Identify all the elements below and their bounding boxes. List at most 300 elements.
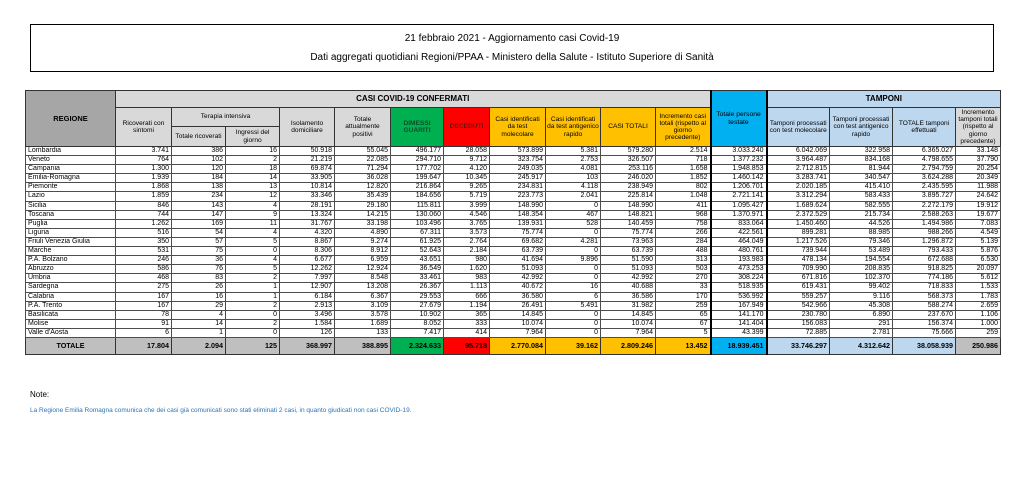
cell-ricoverati-con-sintomi: 78 — [116, 310, 172, 319]
cell-deceduti: 5.719 — [444, 192, 490, 201]
cell-isolamento-domiciliare: 12.907 — [280, 283, 335, 292]
cell-terapia-intensiva-ingressi: 14 — [226, 174, 280, 183]
cell-deceduti: 980 — [444, 256, 490, 265]
table-row — [26, 237, 1001, 246]
cell-totale-tamponi: 2.794.759 — [893, 165, 956, 174]
totale-cell-tamponi-test-molecolare: 33.746.297 — [767, 337, 830, 354]
cell-totale-attualmente-positivi: 33.198 — [335, 219, 391, 228]
cell-tamponi-test-molecolare: 3.283.741 — [767, 174, 830, 183]
cell-totale-tamponi: 988.266 — [893, 228, 956, 237]
cell-tamponi-test-antigenico: 322.958 — [830, 147, 893, 156]
cell-totale-tamponi: 793.433 — [893, 247, 956, 256]
cell-incremento-tamponi: 1.533 — [956, 283, 1001, 292]
table-row — [26, 283, 1001, 292]
column-header-incremento-casi: Incremento casi totali (rispetto al giorno precedente) — [656, 108, 711, 147]
cell-isolamento-domiciliare: 13.324 — [280, 210, 335, 219]
cell-incremento-casi-totali: 411 — [656, 201, 711, 210]
cell-tamponi-test-antigenico: 99.402 — [830, 283, 893, 292]
column-header-casi-molecolare: Casi identificati da test molecolare — [490, 108, 546, 147]
cell-totale-persone-testate: 2.721.141 — [711, 192, 767, 201]
cell-tamponi-test-molecolare: 156.083 — [767, 319, 830, 328]
cell-terapia-intensiva-totale: 386 — [172, 147, 226, 156]
cell-tamponi-test-antigenico: 45.308 — [830, 301, 893, 310]
cell-casi-test-antigenico: 0 — [546, 274, 601, 283]
cell-incremento-tamponi: 6.530 — [956, 256, 1001, 265]
cell-terapia-intensiva-totale: 102 — [172, 156, 226, 165]
cell-totale-tamponi: 718.833 — [893, 283, 956, 292]
cell-tamponi-test-molecolare: 2.020.185 — [767, 183, 830, 192]
cell-terapia-intensiva-ingressi: 2 — [226, 274, 280, 283]
cell-incremento-casi-totali: 270 — [656, 274, 711, 283]
cell-deceduti: 983 — [444, 274, 490, 283]
cell-ricoverati-con-sintomi: 167 — [116, 301, 172, 310]
cell-incremento-casi-totali: 488 — [656, 247, 711, 256]
cell-casi-totali: 579.280 — [601, 147, 656, 156]
cell-totale-tamponi: 672.688 — [893, 256, 956, 265]
cell-casi-test-molecolare: 234.831 — [490, 183, 546, 192]
cell-tamponi-test-antigenico: 9.116 — [830, 292, 893, 301]
cell-casi-test-antigenico: 103 — [546, 174, 601, 183]
cell-incremento-tamponi: 20.349 — [956, 174, 1001, 183]
cell-casi-totali: 51.093 — [601, 265, 656, 274]
totale-cell-totale-tamponi: 38.058.939 — [893, 337, 956, 354]
cell-totale-attualmente-positivi: 55.045 — [335, 147, 391, 156]
cell-isolamento-domiciliare: 21.219 — [280, 156, 335, 165]
table-row — [26, 183, 1001, 192]
cell-ricoverati-con-sintomi: 468 — [116, 274, 172, 283]
cell-deceduti: 9.712 — [444, 156, 490, 165]
region-name-cell: P.A. Trento — [26, 301, 116, 310]
region-name-cell: Calabria — [26, 292, 116, 301]
cell-tamponi-test-antigenico: 291 — [830, 319, 893, 328]
cell-dimessi-guariti: 29.553 — [391, 292, 444, 301]
report-title-line1: 21 febbraio 2021 - Aggiornamento casi Covid-19 — [404, 33, 620, 44]
cell-ricoverati-con-sintomi: 516 — [116, 228, 172, 237]
covid-data-table — [25, 90, 1001, 355]
cell-totale-persone-testate: 480.761 — [711, 247, 767, 256]
region-name-cell: Sardegna — [26, 283, 116, 292]
cell-ricoverati-con-sintomi: 1.300 — [116, 165, 172, 174]
cell-casi-totali: 75.774 — [601, 228, 656, 237]
cell-tamponi-test-antigenico: 215.734 — [830, 210, 893, 219]
table-row — [26, 247, 1001, 256]
cell-deceduti: 414 — [444, 328, 490, 337]
cell-incremento-casi-totali: 65 — [656, 310, 711, 319]
note-label: Note: — [30, 390, 50, 399]
cell-totale-attualmente-positivi: 133 — [335, 328, 391, 337]
column-header-isolamento: Isolamento domiciliare — [280, 108, 335, 147]
cell-dimessi-guariti: 33.461 — [391, 274, 444, 283]
cell-isolamento-domiciliare: 12.262 — [280, 265, 335, 274]
cell-dimessi-guariti: 67.311 — [391, 228, 444, 237]
table-row — [26, 192, 1001, 201]
cell-terapia-intensiva-totale: 75 — [172, 247, 226, 256]
cell-ricoverati-con-sintomi: 167 — [116, 292, 172, 301]
cell-casi-test-antigenico: 0 — [546, 247, 601, 256]
cell-casi-totali: 63.739 — [601, 247, 656, 256]
cell-isolamento-domiciliare: 33.905 — [280, 174, 335, 183]
cell-totale-tamponi: 2.588.263 — [893, 210, 956, 219]
cell-casi-totali: 148.990 — [601, 201, 656, 210]
table-row — [26, 174, 1001, 183]
cell-totale-tamponi: 774.186 — [893, 274, 956, 283]
cell-ricoverati-con-sintomi: 3.741 — [116, 147, 172, 156]
cell-totale-persone-testate: 43.399 — [711, 328, 767, 337]
cell-totale-tamponi: 237.670 — [893, 310, 956, 319]
cell-terapia-intensiva-ingressi: 9 — [226, 210, 280, 219]
cell-deceduti: 28.058 — [444, 147, 490, 156]
cell-deceduti: 3.999 — [444, 201, 490, 210]
column-header-ti-ingressi: Ingressi del giorno — [226, 127, 280, 147]
table-row — [26, 301, 1001, 310]
table-row — [26, 210, 1001, 219]
cell-casi-test-antigenico: 0 — [546, 201, 601, 210]
cell-incremento-tamponi: 20.097 — [956, 265, 1001, 274]
totale-cell-incremento-tamponi: 250.986 — [956, 337, 1001, 354]
region-name-cell: Molise — [26, 319, 116, 328]
cell-incremento-tamponi: 1.000 — [956, 319, 1001, 328]
cell-dimessi-guariti: 115.811 — [391, 201, 444, 210]
cell-tamponi-test-antigenico: 340.547 — [830, 174, 893, 183]
cell-isolamento-domiciliare: 8.867 — [280, 237, 335, 246]
cell-incremento-tamponi: 7.083 — [956, 219, 1001, 228]
cell-incremento-tamponi: 5.139 — [956, 237, 1001, 246]
cell-tamponi-test-molecolare: 3.312.294 — [767, 192, 830, 201]
column-header-ti-totale: Totale ricoverati — [172, 127, 226, 147]
cell-casi-totali: 42.992 — [601, 274, 656, 283]
cell-totale-tamponi: 75.666 — [893, 328, 956, 337]
cell-casi-totali: 31.982 — [601, 301, 656, 310]
cell-incremento-tamponi: 24.642 — [956, 192, 1001, 201]
table-row — [26, 228, 1001, 237]
cell-totale-attualmente-positivi: 29.180 — [335, 201, 391, 210]
cell-totale-persone-testate: 141.404 — [711, 319, 767, 328]
cell-isolamento-domiciliare: 3.496 — [280, 310, 335, 319]
cell-totale-tamponi: 588.274 — [893, 301, 956, 310]
cell-terapia-intensiva-totale: 57 — [172, 237, 226, 246]
cell-isolamento-domiciliare: 6.677 — [280, 256, 335, 265]
cell-deceduti: 4.546 — [444, 210, 490, 219]
region-name-cell: Campania — [26, 165, 116, 174]
cell-terapia-intensiva-totale: 169 — [172, 219, 226, 228]
cell-tamponi-test-molecolare: 1.450.460 — [767, 219, 830, 228]
cell-casi-test-molecolare: 10.074 — [490, 319, 546, 328]
cell-casi-test-antigenico: 0 — [546, 228, 601, 237]
cell-isolamento-domiciliare: 1.584 — [280, 319, 335, 328]
cell-deceduti: 1.113 — [444, 283, 490, 292]
cell-totale-persone-testate: 833.064 — [711, 219, 767, 228]
cell-ricoverati-con-sintomi: 764 — [116, 156, 172, 165]
cell-casi-test-molecolare: 7.964 — [490, 328, 546, 337]
cell-dimessi-guariti: 36.549 — [391, 265, 444, 274]
cell-terapia-intensiva-totale: 26 — [172, 283, 226, 292]
cell-tamponi-test-molecolare: 72.885 — [767, 328, 830, 337]
cell-terapia-intensiva-totale: 14 — [172, 319, 226, 328]
cell-totale-persone-testate: 141.170 — [711, 310, 767, 319]
totale-row — [26, 337, 1001, 354]
cell-deceduti: 9.265 — [444, 183, 490, 192]
cell-totale-tamponi: 2.272.179 — [893, 201, 956, 210]
cell-incremento-casi-totali: 266 — [656, 228, 711, 237]
cell-totale-attualmente-positivi: 1.689 — [335, 319, 391, 328]
cell-totale-tamponi: 1.494.986 — [893, 219, 956, 228]
cell-incremento-tamponi: 1.106 — [956, 310, 1001, 319]
cell-casi-totali: 238.949 — [601, 183, 656, 192]
region-name-cell: Marche — [26, 247, 116, 256]
cell-terapia-intensiva-ingressi: 4 — [226, 201, 280, 210]
cell-tamponi-test-antigenico: 44.526 — [830, 219, 893, 228]
cell-deceduti: 1.620 — [444, 265, 490, 274]
cell-incremento-casi-totali: 1.048 — [656, 192, 711, 201]
cell-incremento-tamponi: 4.549 — [956, 228, 1001, 237]
cell-terapia-intensiva-totale: 76 — [172, 265, 226, 274]
cell-tamponi-test-antigenico: 6.890 — [830, 310, 893, 319]
cell-totale-attualmente-positivi: 36.028 — [335, 174, 391, 183]
cell-casi-totali: 36.586 — [601, 292, 656, 301]
table-row — [26, 265, 1001, 274]
cell-casi-totali: 246.020 — [601, 174, 656, 183]
cell-dimessi-guariti: 26.367 — [391, 283, 444, 292]
cell-isolamento-domiciliare: 69.874 — [280, 165, 335, 174]
cell-totale-persone-testate: 1.370.971 — [711, 210, 767, 219]
cell-totale-persone-testate: 1.460.142 — [711, 174, 767, 183]
region-name-cell: Friuli Venezia Giulia — [26, 237, 116, 246]
cell-totale-attualmente-positivi: 35.439 — [335, 192, 391, 201]
column-header-regione: REGIONE — [26, 91, 116, 147]
cell-deceduti: 4.120 — [444, 165, 490, 174]
cell-terapia-intensiva-totale: 29 — [172, 301, 226, 310]
region-name-cell: Toscana — [26, 210, 116, 219]
totale-cell-casi-test-molecolare: 2.770.084 — [490, 337, 546, 354]
cell-totale-tamponi: 918.825 — [893, 265, 956, 274]
column-header-terapia-intensiva: Terapia intensiva — [172, 108, 280, 127]
cell-casi-test-molecolare: 41.694 — [490, 256, 546, 265]
cell-totale-attualmente-positivi: 12.924 — [335, 265, 391, 274]
cell-dimessi-guariti: 7.417 — [391, 328, 444, 337]
cell-casi-test-antigenico: 4.281 — [546, 237, 601, 246]
table-row — [26, 201, 1001, 210]
cell-terapia-intensiva-totale: 184 — [172, 174, 226, 183]
cell-totale-attualmente-positivi: 6.959 — [335, 256, 391, 265]
cell-tamponi-test-antigenico: 79.346 — [830, 237, 893, 246]
cell-terapia-intensiva-ingressi: 12 — [226, 192, 280, 201]
cell-dimessi-guariti: 184.656 — [391, 192, 444, 201]
cell-tamponi-test-molecolare: 2.712.815 — [767, 165, 830, 174]
cell-incremento-tamponi: 37.790 — [956, 156, 1001, 165]
cell-casi-totali: 40.688 — [601, 283, 656, 292]
cell-isolamento-domiciliare: 33.346 — [280, 192, 335, 201]
cell-totale-persone-testate: 536.992 — [711, 292, 767, 301]
cell-tamponi-test-molecolare: 709.990 — [767, 265, 830, 274]
cell-casi-test-antigenico: 9.896 — [546, 256, 601, 265]
cell-deceduti: 3.765 — [444, 219, 490, 228]
column-header-tamponi-molecolare: Tamponi processati con test molecolare — [767, 108, 830, 147]
cell-casi-test-molecolare: 75.774 — [490, 228, 546, 237]
cell-casi-test-molecolare: 26.491 — [490, 301, 546, 310]
cell-tamponi-test-molecolare: 671.816 — [767, 274, 830, 283]
cell-casi-test-antigenico: 467 — [546, 210, 601, 219]
cell-tamponi-test-antigenico: 53.489 — [830, 247, 893, 256]
cell-totale-attualmente-positivi: 3.109 — [335, 301, 391, 310]
cell-tamponi-test-molecolare: 1.689.624 — [767, 201, 830, 210]
cell-tamponi-test-molecolare: 2.372.529 — [767, 210, 830, 219]
region-name-cell: Lazio — [26, 192, 116, 201]
cell-casi-test-molecolare: 139.931 — [490, 219, 546, 228]
totale-cell-tamponi-test-antigenico: 4.312.642 — [830, 337, 893, 354]
column-header-incremento-tamponi: Incremento tamponi totali (rispetto al giorno precedente) — [956, 108, 1001, 147]
cell-dimessi-guariti: 216.864 — [391, 183, 444, 192]
cell-incremento-casi-totali: 313 — [656, 256, 711, 265]
totale-cell-casi-test-antigenico: 39.162 — [546, 337, 601, 354]
cell-terapia-intensiva-ingressi: 0 — [226, 247, 280, 256]
cell-terapia-intensiva-totale: 120 — [172, 165, 226, 174]
cell-terapia-intensiva-ingressi: 0 — [226, 328, 280, 337]
column-header-positivi: Totale attualmente positivi — [335, 108, 391, 147]
cell-isolamento-domiciliare: 6.184 — [280, 292, 335, 301]
cell-dimessi-guariti: 294.710 — [391, 156, 444, 165]
cell-terapia-intensiva-ingressi: 2 — [226, 156, 280, 165]
region-name-cell: Liguria — [26, 228, 116, 237]
cell-casi-test-antigenico: 4.081 — [546, 165, 601, 174]
totale-cell-ricoverati-con-sintomi: 17.804 — [116, 337, 172, 354]
cell-deceduti: 666 — [444, 292, 490, 301]
cell-tamponi-test-molecolare: 478.134 — [767, 256, 830, 265]
cell-casi-totali: 253.116 — [601, 165, 656, 174]
table-row — [26, 274, 1001, 283]
cell-totale-tamponi: 568.373 — [893, 292, 956, 301]
region-name-cell: P.A. Bolzano — [26, 256, 116, 265]
cell-totale-persone-testate: 3.033.240 — [711, 147, 767, 156]
cell-terapia-intensiva-ingressi: 1 — [226, 292, 280, 301]
cell-ricoverati-con-sintomi: 1.859 — [116, 192, 172, 201]
cell-tamponi-test-molecolare: 559.257 — [767, 292, 830, 301]
cell-casi-test-molecolare: 14.845 — [490, 310, 546, 319]
cell-ricoverati-con-sintomi: 350 — [116, 237, 172, 246]
cell-incremento-tamponi: 5.612 — [956, 274, 1001, 283]
cell-isolamento-domiciliare: 10.814 — [280, 183, 335, 192]
cell-terapia-intensiva-totale: 1 — [172, 328, 226, 337]
cell-incremento-casi-totali: 284 — [656, 237, 711, 246]
cell-tamponi-test-molecolare: 6.042.069 — [767, 147, 830, 156]
cell-casi-test-antigenico: 0 — [546, 310, 601, 319]
cell-incremento-tamponi: 19.677 — [956, 210, 1001, 219]
cell-totale-tamponi: 156.374 — [893, 319, 956, 328]
cell-casi-test-antigenico: 528 — [546, 219, 601, 228]
table-row — [26, 219, 1001, 228]
cell-casi-test-molecolare: 36.580 — [490, 292, 546, 301]
cell-totale-attualmente-positivi: 14.215 — [335, 210, 391, 219]
cell-terapia-intensiva-totale: 147 — [172, 210, 226, 219]
cell-casi-totali: 326.507 — [601, 156, 656, 165]
cell-deceduti: 10.345 — [444, 174, 490, 183]
cell-terapia-intensiva-totale: 4 — [172, 310, 226, 319]
cell-totale-persone-testate: 308.224 — [711, 274, 767, 283]
report-title-line2: Dati aggregati quotidiani Regioni/PPAA - Ministero della Salute - Istituto Superiore di Sanità — [310, 52, 714, 63]
cell-terapia-intensiva-totale: 83 — [172, 274, 226, 283]
cell-terapia-intensiva-ingressi: 4 — [226, 228, 280, 237]
column-header-deceduti: DECEDUTI — [444, 108, 490, 147]
region-name-cell: Emilia-Romagna — [26, 174, 116, 183]
cell-totale-persone-testate: 464.049 — [711, 237, 767, 246]
cell-tamponi-test-antigenico: 88.985 — [830, 228, 893, 237]
cell-incremento-tamponi: 5.876 — [956, 247, 1001, 256]
cell-totale-attualmente-positivi: 13.208 — [335, 283, 391, 292]
cell-incremento-casi-totali: 718 — [656, 156, 711, 165]
region-name-cell: Valle d'Aosta — [26, 328, 116, 337]
cell-terapia-intensiva-ingressi: 13 — [226, 183, 280, 192]
column-header-tamponi-totale: TOTALE tamponi effettuati — [893, 108, 956, 147]
cell-terapia-intensiva-ingressi: 0 — [226, 310, 280, 319]
totale-cell-incremento-casi-totali: 13.452 — [656, 337, 711, 354]
cell-incremento-tamponi: 1.783 — [956, 292, 1001, 301]
cell-deceduti: 365 — [444, 310, 490, 319]
cell-totale-tamponi: 2.435.595 — [893, 183, 956, 192]
region-name-cell: Abruzzo — [26, 265, 116, 274]
region-name-cell: Lombardia — [26, 147, 116, 156]
cell-casi-totali: 225.814 — [601, 192, 656, 201]
cell-totale-persone-testate: 1.206.701 — [711, 183, 767, 192]
cell-terapia-intensiva-ingressi: 4 — [226, 256, 280, 265]
totale-label-cell: TOTALE — [26, 337, 116, 354]
cell-incremento-casi-totali: 968 — [656, 210, 711, 219]
cell-totale-persone-testate: 1.095.427 — [711, 201, 767, 210]
column-header-totale-persone-testate: Totale persone testate — [711, 91, 767, 147]
cell-tamponi-test-antigenico: 208.835 — [830, 265, 893, 274]
cell-isolamento-domiciliare: 7.997 — [280, 274, 335, 283]
cell-totale-persone-testate: 1.948.853 — [711, 165, 767, 174]
cell-dimessi-guariti: 177.702 — [391, 165, 444, 174]
region-name-cell: Basilicata — [26, 310, 116, 319]
cell-dimessi-guariti: 130.060 — [391, 210, 444, 219]
cell-tamponi-test-antigenico: 81.944 — [830, 165, 893, 174]
cell-totale-persone-testate: 473.253 — [711, 265, 767, 274]
cell-casi-test-molecolare: 148.990 — [490, 201, 546, 210]
cell-totale-persone-testate: 422.561 — [711, 228, 767, 237]
cell-totale-tamponi: 3.895.727 — [893, 192, 956, 201]
header-band-row — [26, 91, 1001, 108]
cell-totale-persone-testate: 518.935 — [711, 283, 767, 292]
group-header-tamponi: TAMPONI — [767, 91, 1001, 108]
cell-tamponi-test-molecolare: 542.966 — [767, 301, 830, 310]
cell-casi-test-antigenico: 0 — [546, 328, 601, 337]
cell-terapia-intensiva-totale: 16 — [172, 292, 226, 301]
cell-totale-attualmente-positivi: 22.085 — [335, 156, 391, 165]
cell-casi-test-antigenico: 0 — [546, 265, 601, 274]
cell-ricoverati-con-sintomi: 531 — [116, 247, 172, 256]
cell-casi-test-molecolare: 323.754 — [490, 156, 546, 165]
cell-incremento-casi-totali: 259 — [656, 301, 711, 310]
cell-dimessi-guariti: 10.902 — [391, 310, 444, 319]
cell-incremento-casi-totali: 33 — [656, 283, 711, 292]
totale-cell-totale-persone-testate: 18.939.451 — [711, 337, 767, 354]
cell-incremento-tamponi: 259 — [956, 328, 1001, 337]
cell-terapia-intensiva-totale: 36 — [172, 256, 226, 265]
table-row — [26, 156, 1001, 165]
totale-cell-totale-attualmente-positivi: 388.895 — [335, 337, 391, 354]
totale-cell-casi-totali: 2.809.246 — [601, 337, 656, 354]
cell-casi-test-antigenico: 4.118 — [546, 183, 601, 192]
cell-isolamento-domiciliare: 31.767 — [280, 219, 335, 228]
cell-casi-test-antigenico: 2.041 — [546, 192, 601, 201]
cell-ricoverati-con-sintomi: 246 — [116, 256, 172, 265]
totale-cell-terapia-intensiva-totale: 2.094 — [172, 337, 226, 354]
cell-casi-test-antigenico: 5.381 — [546, 147, 601, 156]
cell-isolamento-domiciliare: 8.306 — [280, 247, 335, 256]
cell-isolamento-domiciliare: 50.918 — [280, 147, 335, 156]
cell-casi-totali: 7.964 — [601, 328, 656, 337]
cell-isolamento-domiciliare: 126 — [280, 328, 335, 337]
cell-totale-persone-testate: 1.377.232 — [711, 156, 767, 165]
